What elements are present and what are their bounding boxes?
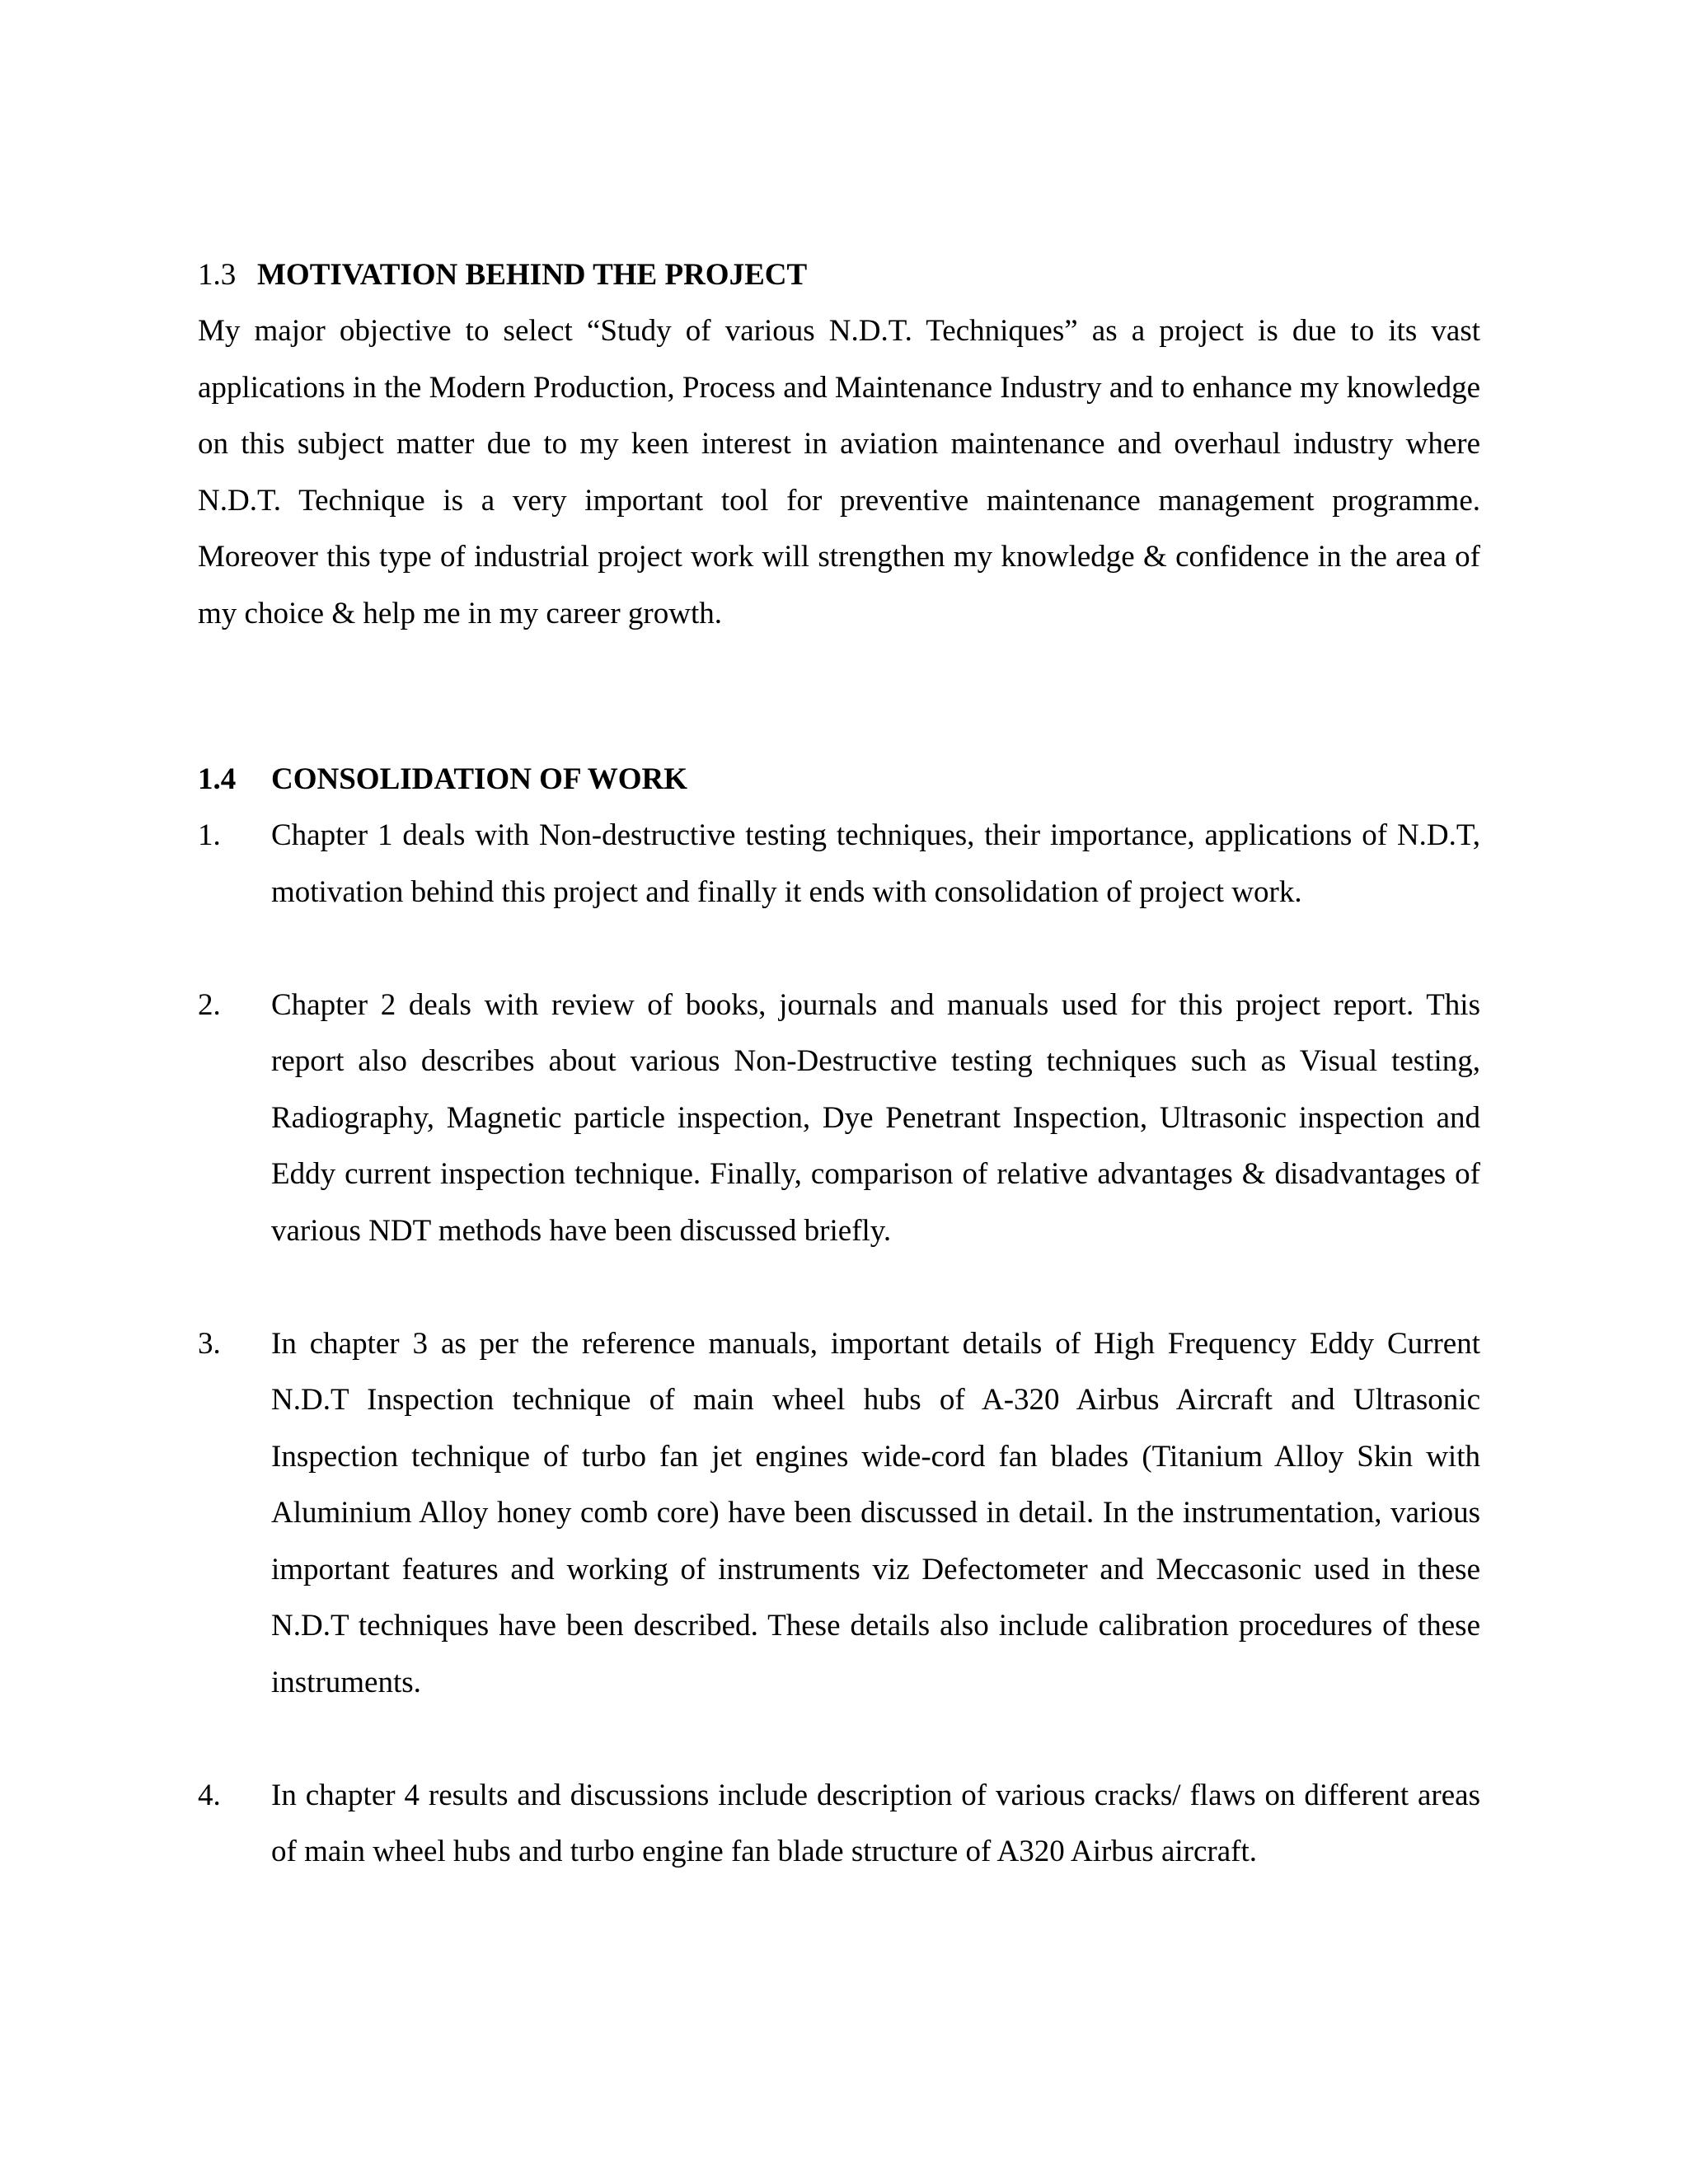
list-item-text: In chapter 3 as per the reference manuals, important details of High Frequency Eddy Current N.D.T Inspection technique of main wheel hubs of A-320 Airbus Aircraft and Ultrasonic Inspection technique of turbo fan jet engines wide-cord fan blades (Titanium Alloy Skin with Aluminium Alloy honey comb core) have been discussed in detail. In the instrumentation, various important features and working of instruments viz Defectometer and Meccasonic used in these N.D.T techniques have been described. These details also include calibration procedures of these instruments. bbox=[271, 1326, 1480, 1699]
list-item bbox=[198, 977, 1480, 1260]
consolidation-list bbox=[198, 808, 1480, 1881]
section-title: CONSOLIDATION OF WORK bbox=[271, 762, 688, 796]
list-item-text: Chapter 2 deals with review of books, journals and manuals used for this project report. This report also describes about various Non-Destructive testing techniques such as Visual testing, Radiography, Magnetic particle inspection, Dye Penetrant Inspection, Ultrasonic inspection and Eddy current inspection technique. Finally, comparison of relative advantages & disadvantages of various NDT methods have been discussed briefly. bbox=[271, 987, 1480, 1248]
list-item-number: 1. bbox=[198, 818, 221, 852]
list-item-number: 3. bbox=[198, 1326, 221, 1361]
section-title: MOTIVATION BEHIND THE PROJECT bbox=[257, 258, 808, 292]
section-heading-motivation bbox=[198, 247, 1480, 303]
list-item bbox=[198, 808, 1480, 921]
section-heading-consolidation bbox=[198, 752, 1480, 808]
list-item-text: Chapter 1 deals with Non-destructive testing techniques, their importance, applications of N.D.T, motivation behind this project and finally it ends with consolidation of project work. bbox=[271, 818, 1480, 909]
list-item-text: In chapter 4 results and discussions include description of various cracks/ flaws on different areas of main wheel hubs and turbo engine fan blade structure of A320 Airbus aircraft. bbox=[271, 1778, 1480, 1868]
list-item bbox=[198, 1768, 1480, 1881]
section-number: 1.4 bbox=[198, 762, 237, 796]
list-item-number: 4. bbox=[198, 1778, 221, 1812]
motivation-paragraph: My major objective to select “Study of various N.D.T. Techniques” as a project is due to its vast applications in the Modern Production, Process and Maintenance Industry and to enhance my knowledge on this subject matter due to my keen interest in aviation maintenance and overhaul industry where N.D.T. Technique is a very important tool for preventive maintenance management programme. Moreover this type of industrial project work will strengthen my knowledge & confidence in the area of my choice & help me in my career growth. bbox=[198, 314, 1480, 630]
list-item-number: 2. bbox=[198, 987, 221, 1022]
section-number: 1.3 bbox=[198, 258, 237, 292]
document-page bbox=[198, 247, 1480, 1881]
list-item bbox=[198, 1316, 1480, 1712]
